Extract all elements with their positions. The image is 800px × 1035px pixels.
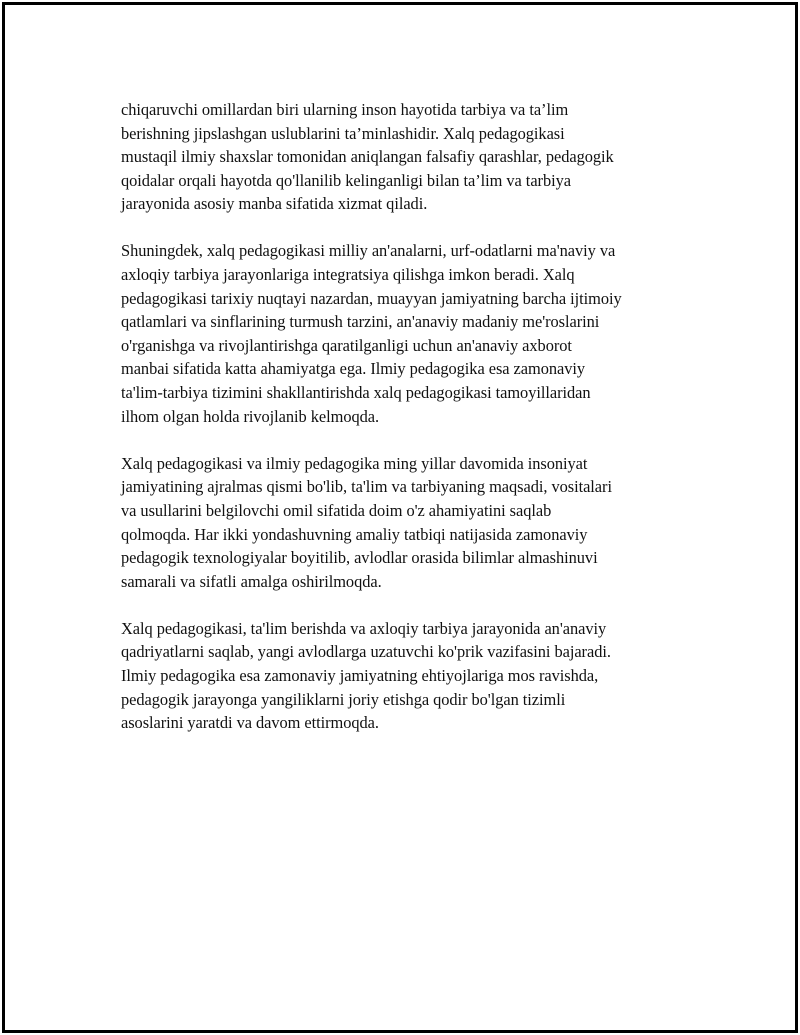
document-body (121, 98, 691, 758)
page-frame (2, 2, 798, 1033)
paragraph-2: Shuningdek, xalq pedagogikasi milliy an'analarni, urf-odatlarni ma'naviy va axloqiy tarbiya jarayonlariga integratsiya qilishga imkon beradi. Xalq pedagogikasi tarixiy nuqtayi nazardan, muayyan jamiyatning barcha ijtimoiy qatlamlari va sinflarining turmush tarzini, an'anaviy madaniy me'roslarini o'rganishga va rivojlantirishga qaratilganligi uchun an'anaviy axborot manbai sifatida katta ahamiyatga ega. Ilmiy pedagogika esa zamonaviy ta'lim-tarbiya tizimini shakllantirishda xalq pedagogikasi tamoyillaridan ilhom olgan holda rivojlanib kelmoqda. (121, 241, 622, 426)
paragraph-4: Xalq pedagogikasi, ta'lim berishda va axloqiy tarbiya jarayonida an'anaviy qadriyatlarni saqlab, yangi avlodlarga uzatuvchi ko'prik vazifasini bajaradi. Ilmiy pedagogika esa zamonaviy jamiyatning ehtiyojlariga mos ravishda, pedagogik jarayonga yangiliklarni joriy etishga qodir bo'lgan tizimli asoslarini yaratdi va davom ettirmoqda. (121, 618, 611, 733)
paragraph-3: Xalq pedagogikasi va ilmiy pedagogika ming yillar davomida insoniyat jamiyatining ajralmas qismi bo'lib, ta'lim va tarbiyaning maqsadi, vositalari va usullarini belgilovchi omil sifatida doim o'z ahamiyatini saqlab qolmoqda. Har ikki yondashuvning amaliy tatbiqi natijasida zamonaviy pedagogik texnologiyalar boyitilib, avlodlar orasida bilimlar almashinuvi samarali va sifatli amalga oshirilmoqda. (121, 453, 612, 591)
paragraph-1: chiqaruvchi omillardan biri ularning inson hayotida tarbiya va ta’lim berishning jipslashgan uslublarini ta’minlashidir. Xalq pedagogikasi mustaqil ilmiy shaxslar tomonidan aniqlangan falsafiy qarashlar, pedagogik qoidalar orqali hayotda qo'llanilib kelinganligi bilan ta’lim va tarbiya jarayonida asosiy manba sifatida xizmat qiladi. (121, 100, 614, 214)
